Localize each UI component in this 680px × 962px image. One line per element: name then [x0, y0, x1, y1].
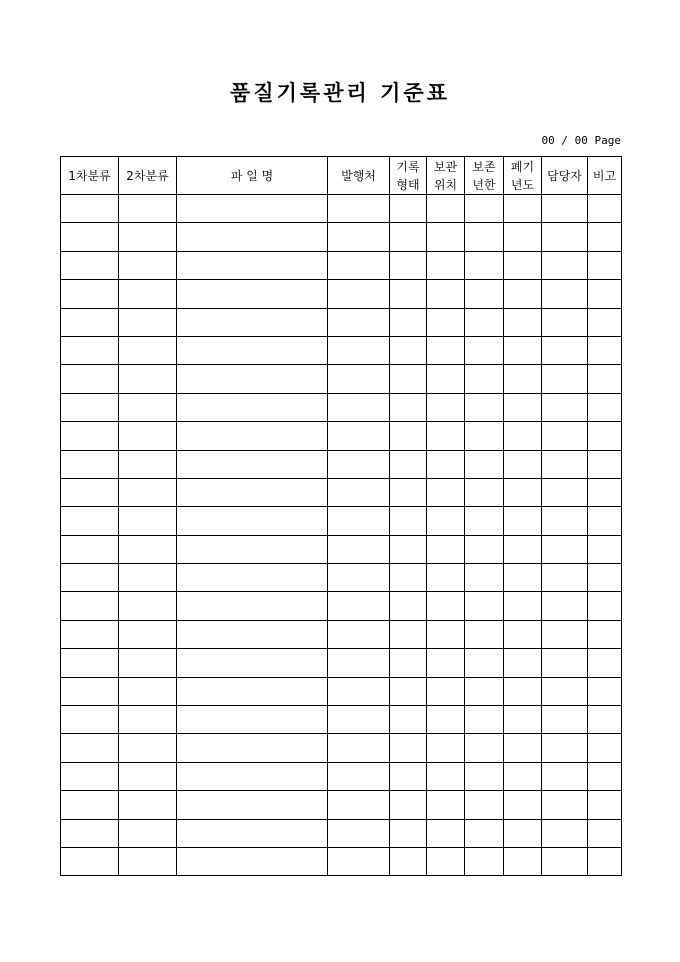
cell-cat1[interactable]	[61, 195, 119, 223]
cell-retention-period[interactable]	[465, 649, 504, 677]
cell-cat1[interactable]	[61, 308, 119, 336]
cell-record-form[interactable]	[390, 762, 427, 790]
document-title: 품질기록관리 기준표	[230, 80, 450, 105]
table-row	[61, 677, 622, 705]
cell-issuer[interactable]	[328, 847, 390, 875]
cell-cat1[interactable]	[61, 507, 119, 535]
cell-manager[interactable]	[542, 195, 588, 223]
cell-manager[interactable]	[542, 336, 588, 364]
cell-record-form[interactable]	[390, 195, 427, 223]
cell-manager[interactable]	[542, 422, 588, 450]
col-header-filename: 파 일 명	[177, 157, 328, 195]
cell-disposal-year[interactable]	[504, 649, 542, 677]
cell-filename[interactable]	[177, 251, 328, 279]
cell-record-form[interactable]	[390, 336, 427, 364]
cell-manager[interactable]	[542, 762, 588, 790]
cell-disposal-year[interactable]	[504, 280, 542, 308]
table-row	[61, 336, 622, 364]
cell-filename[interactable]	[177, 734, 328, 762]
col-header-disposal-year-line2: 년도	[510, 177, 535, 192]
cell-issuer[interactable]	[328, 195, 390, 223]
cell-retention-period[interactable]	[465, 507, 504, 535]
cell-storage-location[interactable]	[427, 195, 465, 223]
cell-cat2[interactable]	[119, 507, 177, 535]
cell-cat2[interactable]	[119, 336, 177, 364]
cell-issuer[interactable]	[328, 223, 390, 251]
cell-disposal-year[interactable]	[504, 365, 542, 393]
cell-cat1[interactable]	[61, 762, 119, 790]
cell-record-form[interactable]	[390, 478, 427, 506]
cell-disposal-year[interactable]	[504, 762, 542, 790]
cell-cat1[interactable]	[61, 592, 119, 620]
cell-storage-location[interactable]	[427, 649, 465, 677]
cell-issuer[interactable]	[328, 422, 390, 450]
table-row	[61, 535, 622, 563]
cell-disposal-year[interactable]	[504, 677, 542, 705]
cell-remarks[interactable]	[588, 365, 622, 393]
cell-cat1[interactable]	[61, 819, 119, 847]
cell-storage-location[interactable]	[427, 791, 465, 819]
cell-issuer[interactable]	[328, 507, 390, 535]
cell-retention-period[interactable]	[465, 706, 504, 734]
cell-disposal-year[interactable]	[504, 847, 542, 875]
table-row	[61, 649, 622, 677]
cell-issuer[interactable]	[328, 819, 390, 847]
cell-cat2[interactable]	[119, 677, 177, 705]
cell-filename[interactable]	[177, 847, 328, 875]
cell-filename[interactable]	[177, 507, 328, 535]
cell-retention-period[interactable]	[465, 223, 504, 251]
cell-issuer[interactable]	[328, 734, 390, 762]
quality-record-table	[60, 156, 622, 876]
cell-storage-location[interactable]	[427, 280, 465, 308]
cell-disposal-year[interactable]	[504, 791, 542, 819]
cell-issuer[interactable]	[328, 592, 390, 620]
col-header-retention-period-line1: 보존	[472, 159, 496, 174]
cell-manager[interactable]	[542, 308, 588, 336]
cell-disposal-year[interactable]	[504, 195, 542, 223]
cell-issuer[interactable]	[328, 308, 390, 336]
cell-disposal-year[interactable]	[504, 393, 542, 421]
cell-remarks[interactable]	[588, 251, 622, 279]
cell-storage-location[interactable]	[427, 819, 465, 847]
cell-filename[interactable]	[177, 478, 328, 506]
cell-cat2[interactable]	[119, 280, 177, 308]
cell-remarks[interactable]	[588, 734, 622, 762]
cell-remarks[interactable]	[588, 847, 622, 875]
table-row	[61, 365, 622, 393]
cell-cat2[interactable]	[119, 422, 177, 450]
cell-manager[interactable]	[542, 223, 588, 251]
col-header-record-form-line1: 기록	[396, 159, 420, 174]
cell-issuer[interactable]	[328, 336, 390, 364]
cell-cat2[interactable]	[119, 308, 177, 336]
cell-cat2[interactable]	[119, 535, 177, 563]
cell-cat2[interactable]	[119, 365, 177, 393]
col-header-cat1: 1차분류	[61, 157, 119, 195]
cell-cat1[interactable]	[61, 478, 119, 506]
cell-issuer[interactable]	[328, 791, 390, 819]
col-header-retention-period-line2: 년한	[472, 177, 496, 192]
cell-cat2[interactable]	[119, 478, 177, 506]
cell-issuer[interactable]	[328, 677, 390, 705]
cell-manager[interactable]	[542, 791, 588, 819]
cell-cat1[interactable]	[61, 251, 119, 279]
cell-record-form[interactable]	[390, 251, 427, 279]
cell-remarks[interactable]	[588, 592, 622, 620]
cell-cat2[interactable]	[119, 734, 177, 762]
cell-issuer[interactable]	[328, 535, 390, 563]
cell-filename[interactable]	[177, 393, 328, 421]
cell-filename[interactable]	[177, 649, 328, 677]
cell-remarks[interactable]	[588, 223, 622, 251]
cell-issuer[interactable]	[328, 762, 390, 790]
cell-cat1[interactable]	[61, 564, 119, 592]
cell-storage-location[interactable]	[427, 251, 465, 279]
cell-remarks[interactable]	[588, 706, 622, 734]
cell-filename[interactable]	[177, 592, 328, 620]
cell-filename[interactable]	[177, 336, 328, 364]
cell-cat2[interactable]	[119, 791, 177, 819]
cell-issuer[interactable]	[328, 251, 390, 279]
cell-cat1[interactable]	[61, 422, 119, 450]
cell-retention-period[interactable]	[465, 847, 504, 875]
cell-retention-period[interactable]	[465, 734, 504, 762]
cell-storage-location[interactable]	[427, 393, 465, 421]
cell-cat2[interactable]	[119, 847, 177, 875]
cell-storage-location[interactable]	[427, 478, 465, 506]
cell-storage-location[interactable]	[427, 677, 465, 705]
table-row	[61, 223, 622, 251]
cell-retention-period[interactable]	[465, 592, 504, 620]
col-header-disposal-year	[504, 157, 542, 195]
table-row	[61, 507, 622, 535]
cell-cat1[interactable]	[61, 393, 119, 421]
cell-retention-period[interactable]	[465, 677, 504, 705]
cell-cat2[interactable]	[119, 819, 177, 847]
cell-storage-location[interactable]	[427, 422, 465, 450]
col-header-storage-location	[427, 157, 465, 195]
cell-storage-location[interactable]	[427, 620, 465, 648]
cell-issuer[interactable]	[328, 450, 390, 478]
cell-cat1[interactable]	[61, 280, 119, 308]
cell-record-form[interactable]	[390, 280, 427, 308]
cell-retention-period[interactable]	[465, 393, 504, 421]
cell-cat2[interactable]	[119, 649, 177, 677]
cell-cat1[interactable]	[61, 336, 119, 364]
cell-manager[interactable]	[542, 450, 588, 478]
cell-storage-location[interactable]	[427, 507, 465, 535]
cell-record-form[interactable]	[390, 393, 427, 421]
table-row	[61, 847, 622, 875]
cell-filename[interactable]	[177, 450, 328, 478]
table-row	[61, 592, 622, 620]
cell-record-form[interactable]	[390, 677, 427, 705]
cell-remarks[interactable]	[588, 819, 622, 847]
cell-retention-period[interactable]	[465, 535, 504, 563]
cell-storage-location[interactable]	[427, 223, 465, 251]
cell-disposal-year[interactable]	[504, 478, 542, 506]
cell-filename[interactable]	[177, 535, 328, 563]
cell-remarks[interactable]	[588, 450, 622, 478]
cell-retention-period[interactable]	[465, 336, 504, 364]
cell-record-form[interactable]	[390, 819, 427, 847]
cell-filename[interactable]	[177, 677, 328, 705]
cell-retention-period[interactable]	[465, 280, 504, 308]
cell-storage-location[interactable]	[427, 564, 465, 592]
cell-disposal-year[interactable]	[504, 819, 542, 847]
cell-record-form[interactable]	[390, 308, 427, 336]
table-row	[61, 308, 622, 336]
cell-disposal-year[interactable]	[504, 535, 542, 563]
cell-issuer[interactable]	[328, 280, 390, 308]
cell-storage-location[interactable]	[427, 762, 465, 790]
cell-cat1[interactable]	[61, 734, 119, 762]
table-row	[61, 734, 622, 762]
table-row	[61, 706, 622, 734]
cell-cat1[interactable]	[61, 706, 119, 734]
table-row	[61, 819, 622, 847]
cell-retention-period[interactable]	[465, 762, 504, 790]
cell-cat2[interactable]	[119, 706, 177, 734]
cell-issuer[interactable]	[328, 365, 390, 393]
cell-retention-period[interactable]	[465, 478, 504, 506]
cell-manager[interactable]	[542, 365, 588, 393]
cell-storage-location[interactable]	[427, 592, 465, 620]
cell-remarks[interactable]	[588, 677, 622, 705]
cell-filename[interactable]	[177, 280, 328, 308]
col-header-remarks: 비고	[588, 157, 622, 195]
cell-remarks[interactable]	[588, 620, 622, 648]
cell-filename[interactable]	[177, 195, 328, 223]
cell-record-form[interactable]	[390, 649, 427, 677]
cell-retention-period[interactable]	[465, 195, 504, 223]
cell-cat1[interactable]	[61, 620, 119, 648]
table-body	[61, 195, 622, 876]
col-header-disposal-year-line1: 폐기	[510, 159, 535, 174]
cell-disposal-year[interactable]	[504, 422, 542, 450]
cell-remarks[interactable]	[588, 564, 622, 592]
cell-record-form[interactable]	[390, 847, 427, 875]
cell-cat1[interactable]	[61, 791, 119, 819]
col-header-record-form-line2: 형태	[396, 177, 420, 192]
cell-filename[interactable]	[177, 819, 328, 847]
cell-retention-period[interactable]	[465, 620, 504, 648]
cell-record-form[interactable]	[390, 706, 427, 734]
cell-record-form[interactable]	[390, 791, 427, 819]
cell-retention-period[interactable]	[465, 422, 504, 450]
cell-manager[interactable]	[542, 251, 588, 279]
cell-remarks[interactable]	[588, 280, 622, 308]
table-row	[61, 620, 622, 648]
col-header-cat2: 2차분류	[119, 157, 177, 195]
cell-cat2[interactable]	[119, 564, 177, 592]
cell-record-form[interactable]	[390, 620, 427, 648]
table-row	[61, 762, 622, 790]
cell-disposal-year[interactable]	[504, 223, 542, 251]
cell-storage-location[interactable]	[427, 336, 465, 364]
cell-cat2[interactable]	[119, 620, 177, 648]
table-row	[61, 478, 622, 506]
cell-remarks[interactable]	[588, 478, 622, 506]
cell-filename[interactable]	[177, 422, 328, 450]
col-header-issuer: 발행처	[328, 157, 390, 195]
cell-disposal-year[interactable]	[504, 592, 542, 620]
cell-remarks[interactable]	[588, 336, 622, 364]
table-header-row	[61, 157, 622, 195]
cell-retention-period[interactable]	[465, 308, 504, 336]
table-row	[61, 251, 622, 279]
cell-cat2[interactable]	[119, 251, 177, 279]
cell-remarks[interactable]	[588, 649, 622, 677]
cell-record-form[interactable]	[390, 223, 427, 251]
cell-record-form[interactable]	[390, 365, 427, 393]
cell-storage-location[interactable]	[427, 847, 465, 875]
cell-cat1[interactable]	[61, 535, 119, 563]
cell-storage-location[interactable]	[427, 734, 465, 762]
cell-manager[interactable]	[542, 819, 588, 847]
cell-filename[interactable]	[177, 706, 328, 734]
cell-remarks[interactable]	[588, 791, 622, 819]
cell-manager[interactable]	[542, 706, 588, 734]
cell-cat1[interactable]	[61, 847, 119, 875]
col-header-record-form	[390, 157, 427, 195]
cell-disposal-year[interactable]	[504, 336, 542, 364]
cell-manager[interactable]	[542, 649, 588, 677]
cell-cat2[interactable]	[119, 195, 177, 223]
table-row	[61, 422, 622, 450]
cell-issuer[interactable]	[328, 478, 390, 506]
col-header-storage-location-line2: 위치	[433, 177, 458, 192]
cell-storage-location[interactable]	[427, 365, 465, 393]
cell-retention-period[interactable]	[465, 251, 504, 279]
cell-filename[interactable]	[177, 620, 328, 648]
cell-cat1[interactable]	[61, 677, 119, 705]
table-row	[61, 280, 622, 308]
cell-remarks[interactable]	[588, 308, 622, 336]
cell-manager[interactable]	[542, 847, 588, 875]
cell-manager[interactable]	[542, 677, 588, 705]
cell-cat1[interactable]	[61, 450, 119, 478]
cell-disposal-year[interactable]	[504, 564, 542, 592]
cell-disposal-year[interactable]	[504, 507, 542, 535]
cell-manager[interactable]	[542, 478, 588, 506]
table-row	[61, 450, 622, 478]
cell-cat2[interactable]	[119, 223, 177, 251]
cell-cat1[interactable]	[61, 365, 119, 393]
cell-record-form[interactable]	[390, 734, 427, 762]
cell-filename[interactable]	[177, 564, 328, 592]
cell-storage-location[interactable]	[427, 706, 465, 734]
cell-cat2[interactable]	[119, 393, 177, 421]
cell-remarks[interactable]	[588, 195, 622, 223]
cell-cat2[interactable]	[119, 762, 177, 790]
cell-filename[interactable]	[177, 223, 328, 251]
cell-disposal-year[interactable]	[504, 251, 542, 279]
cell-filename[interactable]	[177, 308, 328, 336]
cell-manager[interactable]	[542, 535, 588, 563]
cell-manager[interactable]	[542, 280, 588, 308]
cell-remarks[interactable]	[588, 507, 622, 535]
table-row	[61, 564, 622, 592]
cell-retention-period[interactable]	[465, 819, 504, 847]
cell-cat2[interactable]	[119, 450, 177, 478]
cell-disposal-year[interactable]	[504, 308, 542, 336]
cell-issuer[interactable]	[328, 564, 390, 592]
cell-storage-location[interactable]	[427, 535, 465, 563]
cell-storage-location[interactable]	[427, 450, 465, 478]
table-row	[61, 195, 622, 223]
cell-issuer[interactable]	[328, 649, 390, 677]
cell-manager[interactable]	[542, 507, 588, 535]
cell-filename[interactable]	[177, 365, 328, 393]
cell-retention-period[interactable]	[465, 791, 504, 819]
cell-remarks[interactable]	[588, 422, 622, 450]
cell-manager[interactable]	[542, 620, 588, 648]
cell-record-form[interactable]	[390, 592, 427, 620]
cell-cat2[interactable]	[119, 592, 177, 620]
table-row	[61, 393, 622, 421]
cell-record-form[interactable]	[390, 507, 427, 535]
cell-filename[interactable]	[177, 791, 328, 819]
page-number: 00 / 00 Page	[541, 134, 621, 147]
cell-filename[interactable]	[177, 762, 328, 790]
cell-disposal-year[interactable]	[504, 706, 542, 734]
cell-record-form[interactable]	[390, 450, 427, 478]
cell-disposal-year[interactable]	[504, 734, 542, 762]
cell-remarks[interactable]	[588, 762, 622, 790]
cell-remarks[interactable]	[588, 535, 622, 563]
cell-issuer[interactable]	[328, 393, 390, 421]
col-header-storage-location-line1: 보관	[433, 159, 458, 174]
cell-storage-location[interactable]	[427, 308, 465, 336]
cell-record-form[interactable]	[390, 422, 427, 450]
cell-disposal-year[interactable]	[504, 450, 542, 478]
cell-retention-period[interactable]	[465, 564, 504, 592]
cell-manager[interactable]	[542, 592, 588, 620]
col-header-manager: 담당자	[542, 157, 588, 195]
cell-remarks[interactable]	[588, 393, 622, 421]
cell-record-form[interactable]	[390, 535, 427, 563]
cell-manager[interactable]	[542, 734, 588, 762]
cell-manager[interactable]	[542, 564, 588, 592]
cell-retention-period[interactable]	[465, 365, 504, 393]
cell-record-form[interactable]	[390, 564, 427, 592]
cell-disposal-year[interactable]	[504, 620, 542, 648]
cell-retention-period[interactable]	[465, 450, 504, 478]
cell-issuer[interactable]	[328, 620, 390, 648]
table-row	[61, 791, 622, 819]
cell-cat1[interactable]	[61, 649, 119, 677]
cell-issuer[interactable]	[328, 706, 390, 734]
cell-cat1[interactable]	[61, 223, 119, 251]
col-header-retention-period	[465, 157, 504, 195]
cell-manager[interactable]	[542, 393, 588, 421]
